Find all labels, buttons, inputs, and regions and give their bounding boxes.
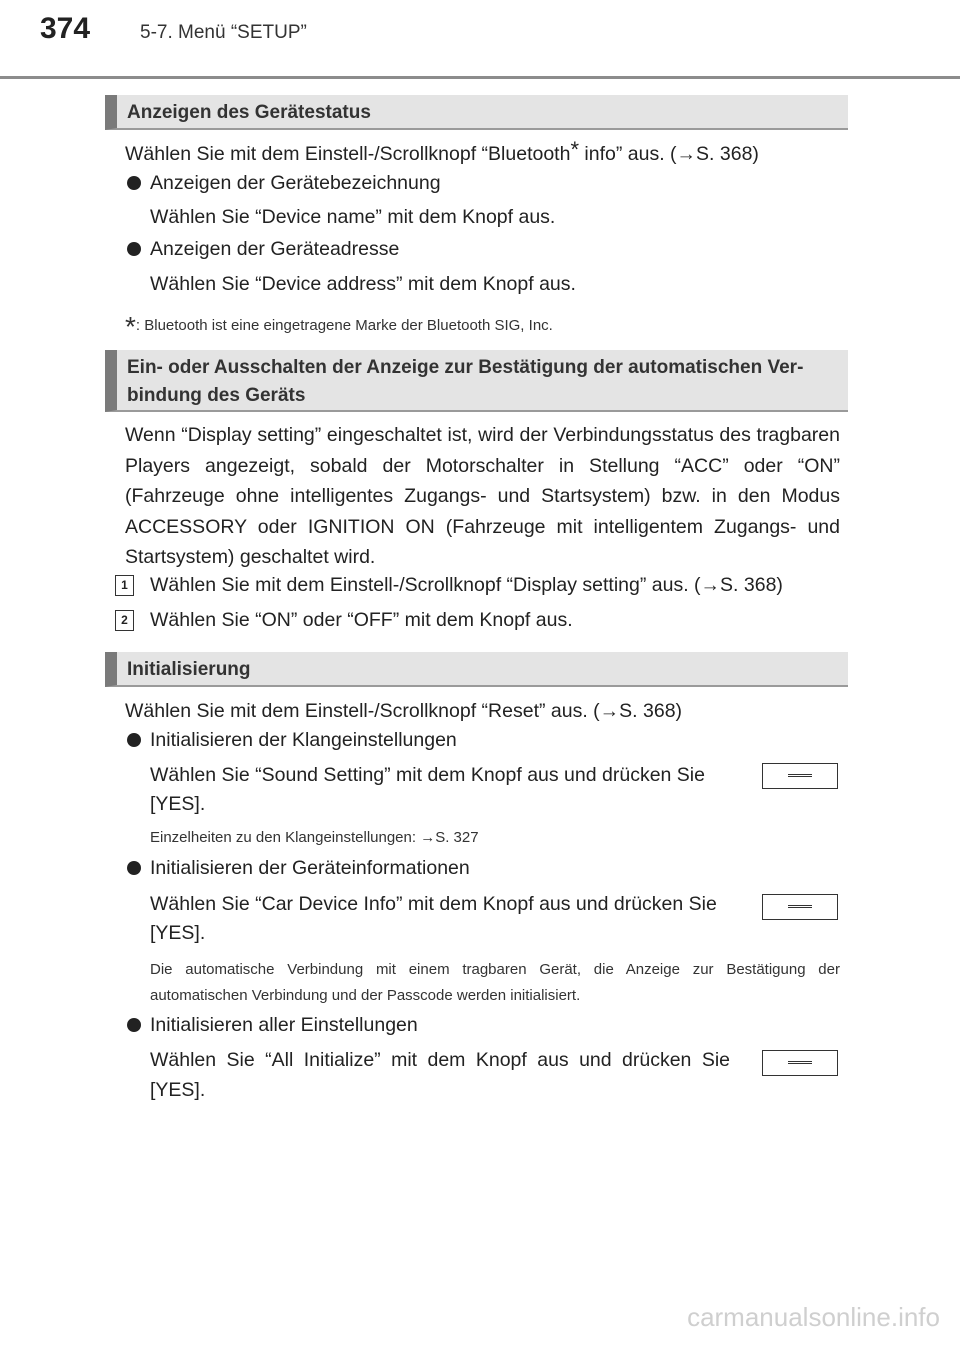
item-note: Die automatische Verbindung mit einem tragbaren Gerät, die Anzeige zur Bestätigung der automatischen Verbindung und der Passcode werden initialisiert. (150, 961, 840, 1004)
item-title: Anzeigen der Geräteadresse (150, 238, 400, 260)
item-text: [YES]. (150, 922, 206, 944)
bullet-icon (127, 733, 141, 747)
item-text: [YES]. (150, 1079, 206, 1101)
item-title: Initialisieren aller Einstellungen (150, 1014, 418, 1036)
watermark: carmanualsonline.info (687, 1302, 940, 1332)
footnote-text: : Bluetooth ist eine eingetragene Marke der Bluetooth SIG, Inc. (135, 317, 553, 334)
section3-intro: Wählen Sie mit dem Einstell-/Scrollknopf “Reset” aus. (→S. 368) (125, 700, 683, 722)
page-header (0, 0, 960, 80)
step-text: Wählen Sie mit dem Einstell-/Scrollknopf “Display setting” aus. (→S. 368) (150, 574, 783, 596)
section1-intro (125, 136, 845, 168)
section-header-connection-display (105, 350, 848, 412)
section-title-line: Ein- oder Ausschalten der Anzeige zur Bestätigung der automatischen Ver- (127, 357, 804, 378)
item-text: Wählen Sie “All Initialize” mit dem Knopf aus und drücken Sie (150, 1049, 731, 1071)
section1-intro-text-end: info” aus. (→S. 368) (579, 143, 759, 165)
chapter-title: 5-7. Menü “SETUP” (140, 22, 307, 43)
item-text: [YES]. (150, 793, 206, 815)
section2-paragraph: Wenn “Display setting” eingeschaltet ist, wird der Verbindungsstatus des tragbaren Players angezeigt, sobald der Motorschalter in Stellung “ACC” oder “ON” (Fahrzeuge ohne intelligentes Zugangs- und Startsystem) bzw. in den Modus ACCESSORY oder IGNITION ON (Fahrzeuge mit intelligentem Zugangs- und Startsystem) geschaltet wird. (125, 424, 840, 568)
footnote-marker: * (125, 311, 136, 342)
footnote-marker: * (570, 136, 580, 162)
page-number: 374 (40, 12, 91, 45)
step-text: Wählen Sie “ON” oder “OFF” mit dem Knopf aus. (150, 609, 573, 631)
menu-button-icon (762, 1050, 838, 1076)
bullet-icon (127, 1018, 141, 1032)
section-header-initialization: Initialisierung (105, 652, 848, 687)
item-text: Wählen Sie “Device name” mit dem Knopf aus. (150, 206, 556, 228)
header-divider (0, 76, 960, 79)
item-title: Initialisieren der Geräteinformationen (150, 857, 470, 879)
bullet-icon (127, 861, 141, 875)
item-text: Wählen Sie “Sound Setting” mit dem Knopf aus und drücken Sie (150, 764, 705, 786)
bullet-icon (127, 242, 141, 256)
section-header-device-status: Anzeigen des Gerätestatus (105, 95, 848, 130)
step-number-box: 1 (115, 575, 134, 596)
item-title: Initialisieren der Klangeinstellungen (150, 729, 457, 751)
footnote (125, 308, 845, 342)
step-number-box: 2 (115, 610, 134, 631)
item-text: Wählen Sie “Car Device Info” mit dem Knopf aus und drücken Sie (150, 893, 717, 915)
item-note: Einzelheiten zu den Klangeinstellungen: →S. 327 (150, 829, 479, 846)
menu-button-icon (762, 763, 838, 789)
item-text: Wählen Sie “Device address” mit dem Knopf aus. (150, 273, 576, 295)
bullet-icon (127, 176, 141, 190)
menu-button-icon (762, 894, 838, 920)
item-title: Anzeigen der Gerätebezeichnung (150, 172, 441, 194)
section-title-line: bindung des Geräts (127, 385, 306, 406)
section1-intro-text: Wählen Sie mit dem Einstell-/Scrollknopf “Bluetooth (125, 143, 571, 165)
